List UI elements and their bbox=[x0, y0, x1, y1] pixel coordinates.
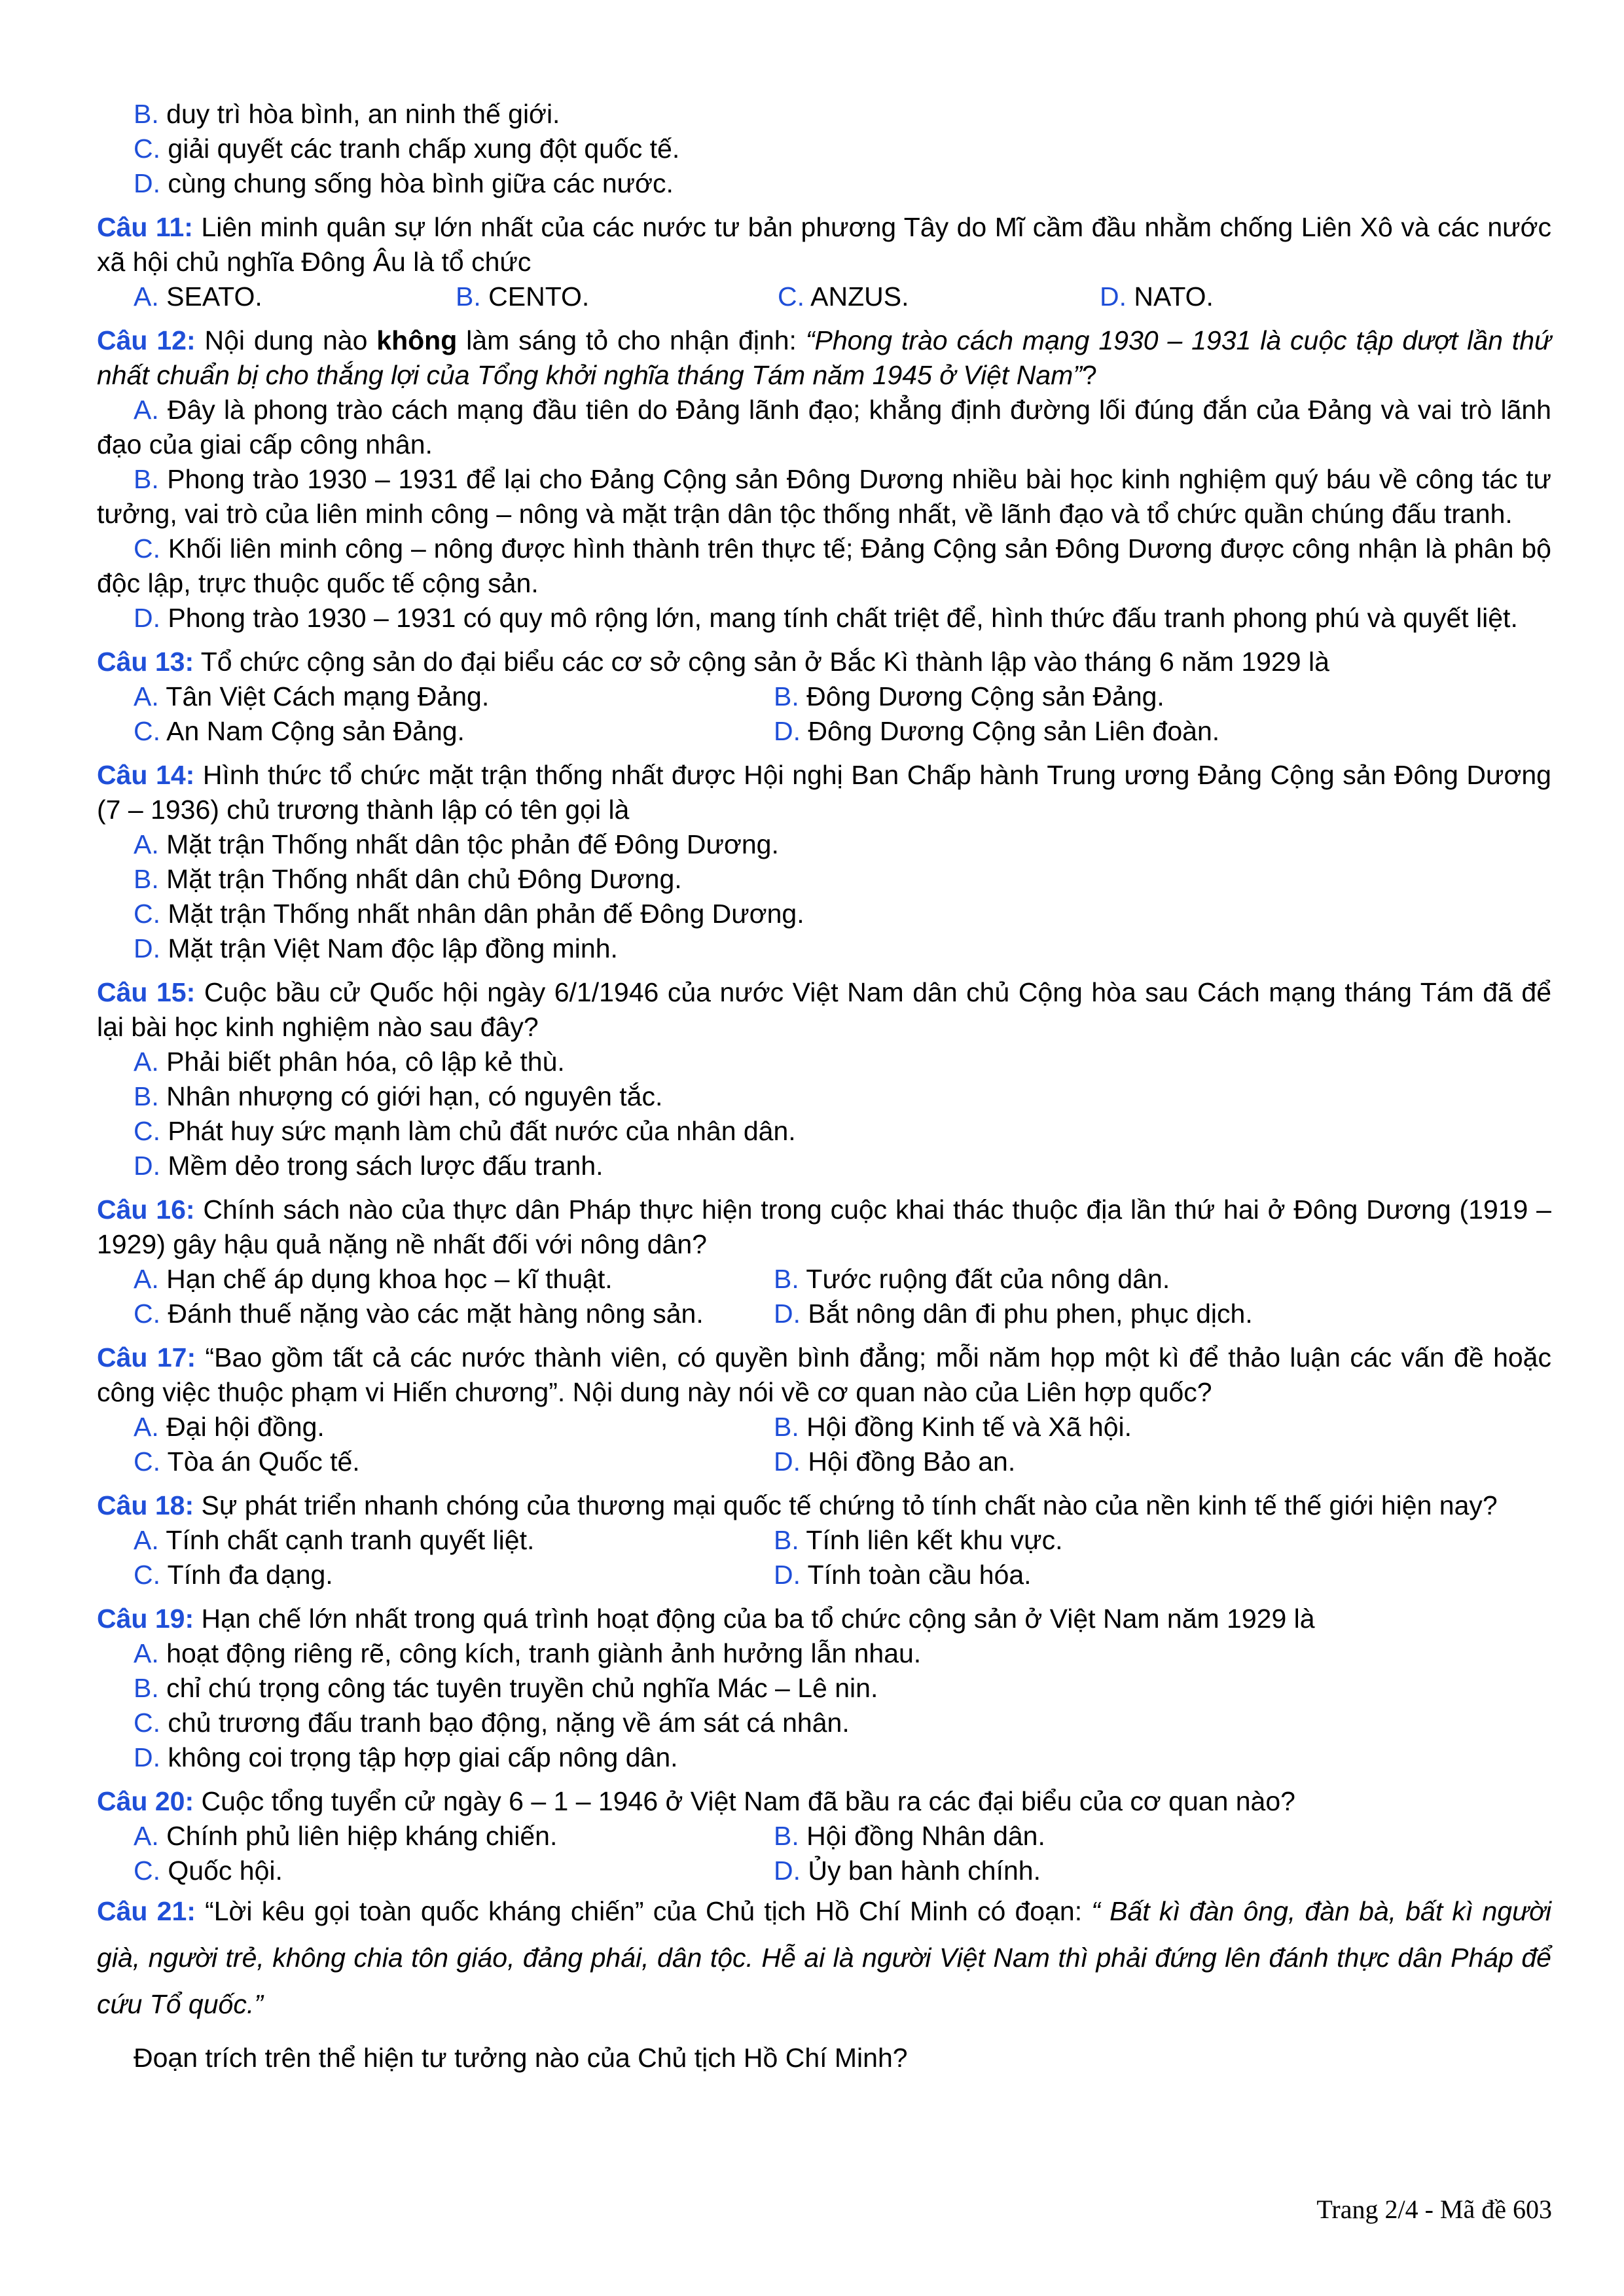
q15-option-c bbox=[97, 1114, 1551, 1149]
q13-option-d bbox=[774, 714, 1219, 749]
page-footer: Trang 2/4 - Mã đề 603 bbox=[1316, 2195, 1552, 2224]
option-label: A. bbox=[134, 1525, 159, 1555]
option-label: B. bbox=[134, 864, 159, 894]
q17-option-d bbox=[774, 1444, 1015, 1479]
q11-option-c bbox=[778, 279, 1100, 314]
option-label: C. bbox=[134, 716, 160, 746]
option-text: Mặt trận Thống nhất dân chủ Đông Dương. bbox=[166, 864, 682, 894]
option-text: Hội đồng Nhân dân. bbox=[806, 1821, 1045, 1851]
question-text: Nội dung nào bbox=[204, 325, 368, 355]
q15-stem bbox=[97, 975, 1551, 1045]
q12-option-b bbox=[97, 462, 1551, 531]
option-label: D. bbox=[774, 716, 801, 746]
q16-options-row2 bbox=[97, 1297, 1551, 1331]
option-text: Đông Dương Cộng sản Đảng. bbox=[806, 681, 1164, 711]
option-text: Tân Việt Cách mạng Đảng. bbox=[166, 681, 490, 711]
option-label: C. bbox=[134, 1708, 160, 1738]
option-text: Phong trào 1930 – 1931 để lại cho Đảng Cộng sản Đông Dương nhiều bài học kinh nghiệm quý báu về công tác tư tưởng, vai trò của liên minh công – nông và mặt trận dân tộc thống nhất, về lãnh đạo và tổ chức quần chúng đấu tranh. bbox=[97, 464, 1551, 529]
q10-option-c bbox=[97, 132, 1551, 166]
q15-option-b bbox=[97, 1079, 1551, 1114]
q12-stem bbox=[97, 323, 1551, 393]
question-text: Sự phát triển nhanh chóng của thương mại quốc tế chứng tỏ tính chất nào của nền kinh tế thế giới hiện nay? bbox=[201, 1490, 1498, 1520]
option-text: Đây là phong trào cách mạng đầu tiên do Đảng lãnh đạo; khẳng định đường lối đúng đắn của Đảng và vai trò lãnh đạo của giai cấp công nhân. bbox=[97, 395, 1551, 459]
q19-option-b bbox=[97, 1671, 1551, 1706]
option-label: D. bbox=[134, 933, 160, 963]
option-label: C. bbox=[134, 134, 160, 164]
q21-stem bbox=[97, 1888, 1551, 2028]
option-text: CENTO. bbox=[488, 281, 590, 312]
option-text: Nhân nhượng có giới hạn, có nguyên tắc. bbox=[166, 1081, 663, 1111]
option-text: Mặt trận Thống nhất nhân dân phản đế Đông Dương. bbox=[168, 899, 804, 929]
question-number: Câu 19: bbox=[97, 1604, 194, 1634]
option-text: Tính liên kết khu vực. bbox=[806, 1525, 1063, 1555]
option-text: Bắt nông dân đi phu phen, phục dịch. bbox=[808, 1299, 1253, 1329]
option-text: Khối liên minh công – nông được hình thành trên thực tế; Đảng Cộng sản Đông Dương được công nhận là phân bộ độc lập, trực thuộc quốc tế cộng sản. bbox=[97, 533, 1551, 598]
q14-option-d bbox=[97, 931, 1551, 966]
option-text: Mặt trận Thống nhất dân tộc phản đế Đông Dương. bbox=[166, 829, 779, 859]
option-label: B. bbox=[774, 681, 799, 711]
option-text: An Nam Cộng sản Đảng. bbox=[166, 716, 465, 746]
option-text: Hạn chế áp dụng khoa học – kĩ thuật. bbox=[166, 1264, 613, 1294]
question-text: Chính sách nào của thực dân Pháp thực hiện trong cuộc khai thác thuộc địa lần thứ hai ở Đông Dương (1919 – 1929) gây hậu quả nặng nề nhất đối với nông dân? bbox=[97, 1194, 1551, 1259]
option-label: B. bbox=[774, 1264, 799, 1294]
option-label: D. bbox=[134, 1151, 160, 1181]
option-text: Hội đồng Kinh tế và Xã hội. bbox=[806, 1412, 1132, 1442]
q20-option-b bbox=[774, 1819, 1045, 1854]
question-number: Câu 14: bbox=[97, 760, 195, 790]
question-number: Câu 12: bbox=[97, 325, 196, 355]
option-text: Chính phủ liên hiệp kháng chiến. bbox=[166, 1821, 558, 1851]
q14-option-b bbox=[97, 862, 1551, 897]
q14-stem bbox=[97, 758, 1551, 827]
q18-option-a bbox=[134, 1523, 774, 1558]
option-text: Đánh thuế nặng vào các mặt hàng nông sản. bbox=[168, 1299, 704, 1329]
option-text: Đại hội đồng. bbox=[166, 1412, 325, 1442]
q13-options-row1 bbox=[97, 679, 1551, 714]
question-text: Cuộc tổng tuyển cử ngày 6 – 1 – 1946 ở Việt Nam đã bầu ra các đại biểu của cơ quan nào? bbox=[201, 1786, 1295, 1816]
q10-option-d bbox=[97, 166, 1551, 201]
question-text: Liên minh quân sự lớn nhất của các nước tư bản phương Tây do Mĩ cầm đầu nhằm chống Liên Xô và các nước xã hội chủ nghĩa Đông Âu là tổ chức bbox=[97, 212, 1552, 277]
option-label: A. bbox=[134, 1821, 159, 1851]
option-text: Phong trào 1930 – 1931 có quy mô rộng lớn, mang tính chất triệt để, hình thức đấu tranh phong phú và quyết liệt. bbox=[168, 603, 1518, 633]
option-label: B. bbox=[774, 1525, 799, 1555]
option-label: A. bbox=[134, 681, 159, 711]
option-label: B. bbox=[134, 1081, 159, 1111]
option-text: Đông Dương Cộng sản Liên đoàn. bbox=[808, 716, 1220, 746]
option-label: C. bbox=[134, 1856, 160, 1886]
option-label: D. bbox=[134, 1742, 160, 1772]
option-text: Tòa án Quốc tế. bbox=[167, 1446, 360, 1477]
option-text: Phải biết phân hóa, cô lập kẻ thù. bbox=[166, 1047, 565, 1077]
option-text: Tính đa dạng. bbox=[167, 1560, 333, 1590]
option-label: C. bbox=[134, 899, 160, 929]
question-number: Câu 16: bbox=[97, 1194, 195, 1225]
q20-options-row1 bbox=[97, 1819, 1551, 1854]
q18-options-row1 bbox=[97, 1523, 1551, 1558]
question-number: Câu 13: bbox=[97, 647, 194, 677]
option-text: SEATO. bbox=[166, 281, 262, 312]
q18-option-b bbox=[774, 1523, 1062, 1558]
q17-stem bbox=[97, 1340, 1551, 1410]
option-text: Ủy ban hành chính. bbox=[808, 1856, 1041, 1886]
quoted-statement: “Phong trào cách mạng 1930 – 1931 là cuộc tập dượt lần thứ nhất chuẩn bị cho thắng lợi của Tổng khởi nghĩa tháng Tám năm 1945 ở Việt Nam” bbox=[97, 325, 1551, 390]
option-label: C. bbox=[134, 533, 160, 564]
q17-option-a bbox=[134, 1410, 774, 1444]
q12-option-a bbox=[97, 393, 1551, 462]
exam-page bbox=[97, 97, 1551, 2075]
question-text: “Lời kêu gọi toàn quốc kháng chiến” của Chủ tịch Hồ Chí Minh có đoạn: bbox=[205, 1896, 1083, 1926]
q16-stem bbox=[97, 1193, 1551, 1262]
q20-stem bbox=[97, 1784, 1551, 1819]
q12-option-d bbox=[97, 601, 1551, 636]
option-text: giải quyết các tranh chấp xung đột quốc tế. bbox=[168, 134, 680, 164]
q20-option-d bbox=[774, 1854, 1041, 1888]
option-text: chủ trương đấu tranh bạo động, nặng về ám sát cá nhân. bbox=[168, 1708, 850, 1738]
option-text: Quốc hội. bbox=[168, 1856, 283, 1886]
q14-option-c bbox=[97, 897, 1551, 931]
q11-option-a bbox=[134, 279, 456, 314]
option-text: Tính chất cạnh tranh quyết liệt. bbox=[166, 1525, 535, 1555]
option-label: D. bbox=[774, 1299, 801, 1329]
q16-option-c bbox=[134, 1297, 774, 1331]
question-number: Câu 15: bbox=[97, 977, 196, 1007]
option-text: chỉ chú trọng công tác tuyên truyền chủ nghĩa Mác – Lê nin. bbox=[166, 1673, 878, 1703]
option-label: B. bbox=[774, 1412, 799, 1442]
option-text: Phát huy sức mạnh làm chủ đất nước của nhân dân. bbox=[168, 1116, 796, 1146]
q18-option-c bbox=[134, 1558, 774, 1592]
option-label: D. bbox=[774, 1856, 801, 1886]
emphasis-word: không bbox=[376, 325, 458, 355]
q16-option-b bbox=[774, 1262, 1170, 1297]
option-label: D. bbox=[134, 168, 160, 198]
option-label: D. bbox=[774, 1446, 801, 1477]
q18-stem bbox=[97, 1488, 1551, 1523]
q20-options-row2 bbox=[97, 1854, 1551, 1888]
option-label: A. bbox=[134, 829, 159, 859]
option-label: A. bbox=[134, 1264, 159, 1294]
option-text: Mềm dẻo trong sách lược đấu tranh. bbox=[168, 1151, 604, 1181]
question-mark: ? bbox=[1081, 360, 1097, 390]
option-label: A. bbox=[134, 395, 159, 425]
question-number: Câu 20: bbox=[97, 1786, 194, 1816]
option-label: D. bbox=[134, 603, 160, 633]
q17-option-b bbox=[774, 1410, 1132, 1444]
option-text: ANZUS. bbox=[810, 281, 909, 312]
question-text: làm sáng tỏ cho nhận định: bbox=[466, 325, 797, 355]
q13-options-row2 bbox=[97, 714, 1551, 749]
q15-option-d bbox=[97, 1149, 1551, 1183]
option-label: A. bbox=[134, 1047, 159, 1077]
option-label: B. bbox=[456, 281, 481, 312]
option-text: Tước ruộng đất của nông dân. bbox=[806, 1264, 1170, 1294]
option-text: cùng chung sống hòa bình giữa các nước. bbox=[168, 168, 674, 198]
q16-options-row1 bbox=[97, 1262, 1551, 1297]
question-text: Hạn chế lớn nhất trong quá trình hoạt động của ba tổ chức cộng sản ở Việt Nam năm 1929 là bbox=[201, 1604, 1315, 1634]
q19-stem bbox=[97, 1602, 1551, 1636]
option-label: C. bbox=[134, 1560, 160, 1590]
option-label: C. bbox=[134, 1299, 160, 1329]
option-label: D. bbox=[1100, 281, 1127, 312]
q16-option-a bbox=[134, 1262, 774, 1297]
q14-option-a bbox=[97, 827, 1551, 862]
question-number: Câu 11: bbox=[97, 212, 193, 242]
question-text: Tổ chức cộng sản do đại biểu các cơ sở cộng sản ở Bắc Kì thành lập vào tháng 6 năm 1929 là bbox=[200, 647, 1329, 677]
option-label: D. bbox=[774, 1560, 801, 1590]
question-number: Câu 21: bbox=[97, 1896, 196, 1926]
option-label: B. bbox=[134, 1673, 159, 1703]
option-label: A. bbox=[134, 1638, 159, 1668]
option-text: NATO. bbox=[1134, 281, 1214, 312]
q20-option-a bbox=[134, 1819, 774, 1854]
option-text: Tính toàn cầu hóa. bbox=[807, 1560, 1032, 1590]
option-text: không coi trọng tập hợp giai cấp nông dân. bbox=[168, 1742, 678, 1772]
option-text: hoạt động riêng rẽ, công kích, tranh giành ảnh hưởng lẫn nhau. bbox=[166, 1638, 922, 1668]
q11-options bbox=[97, 279, 1551, 314]
option-label: C. bbox=[134, 1446, 160, 1477]
q20-option-c bbox=[134, 1854, 774, 1888]
q13-option-a bbox=[134, 679, 774, 714]
question-text: Hình thức tổ chức mặt trận thống nhất được Hội nghị Ban Chấp hành Trung ương Đảng Cộng sản Đông Dương (7 – 1936) chủ trương thành lập có tên gọi là bbox=[97, 760, 1551, 825]
q18-option-d bbox=[774, 1558, 1032, 1592]
q17-option-c bbox=[134, 1444, 774, 1479]
q16-option-d bbox=[774, 1297, 1253, 1331]
q13-option-c bbox=[134, 714, 774, 749]
q10-option-b bbox=[97, 97, 1551, 132]
option-label: B. bbox=[134, 464, 159, 494]
q11-option-d bbox=[1100, 279, 1422, 314]
question-text: “Bao gồm tất cả các nước thành viên, có quyền bình đẳng; mỗi năm họp một kì để thảo luận các vấn đề hoặc công việc thuộc phạm vi Hiến chương”. Nội dung này nói về cơ quan nào của Liên hợp quốc? bbox=[97, 1342, 1551, 1407]
option-text: Mặt trận Việt Nam độc lập đồng minh. bbox=[168, 933, 618, 963]
option-label: C. bbox=[134, 1116, 160, 1146]
q12-option-c bbox=[97, 531, 1551, 601]
q13-stem bbox=[97, 645, 1551, 679]
q11-option-b bbox=[456, 279, 778, 314]
q17-options-row1 bbox=[97, 1410, 1551, 1444]
q19-option-c bbox=[97, 1706, 1551, 1740]
quoted-passage: “ Bất kì đàn ông, đàn bà, bất kì người già, người trẻ, không chia tôn giáo, đảng phái, dân tộc. Hễ ai là người Việt Nam thì phải đứng lên đánh thực dân Pháp để cứu Tổ quốc.” bbox=[97, 1896, 1551, 2019]
option-text: duy trì hòa bình, an ninh thế giới. bbox=[166, 99, 560, 129]
q11-stem bbox=[97, 210, 1551, 279]
q18-options-row2 bbox=[97, 1558, 1551, 1592]
q19-option-d bbox=[97, 1740, 1551, 1775]
option-label: B. bbox=[774, 1821, 799, 1851]
option-label: A. bbox=[134, 1412, 159, 1442]
q19-option-a bbox=[97, 1636, 1551, 1671]
question-number: Câu 18: bbox=[97, 1490, 194, 1520]
option-text: Hội đồng Bảo an. bbox=[808, 1446, 1016, 1477]
option-label: B. bbox=[134, 99, 159, 129]
q21-question: Đoạn trích trên thể hiện tư tưởng nào của Chủ tịch Hồ Chí Minh? bbox=[134, 2043, 908, 2073]
question-text: Cuộc bầu cử Quốc hội ngày 6/1/1946 của nước Việt Nam dân chủ Cộng hòa sau Cách mạng tháng Tám đã để lại bài học kinh nghiệm nào sau đây? bbox=[97, 977, 1551, 1042]
q13-option-b bbox=[774, 679, 1164, 714]
q15-option-a bbox=[97, 1045, 1551, 1079]
q17-options-row2 bbox=[97, 1444, 1551, 1479]
option-label: A. bbox=[134, 281, 159, 312]
option-label: C. bbox=[778, 281, 804, 312]
question-number: Câu 17: bbox=[97, 1342, 196, 1372]
